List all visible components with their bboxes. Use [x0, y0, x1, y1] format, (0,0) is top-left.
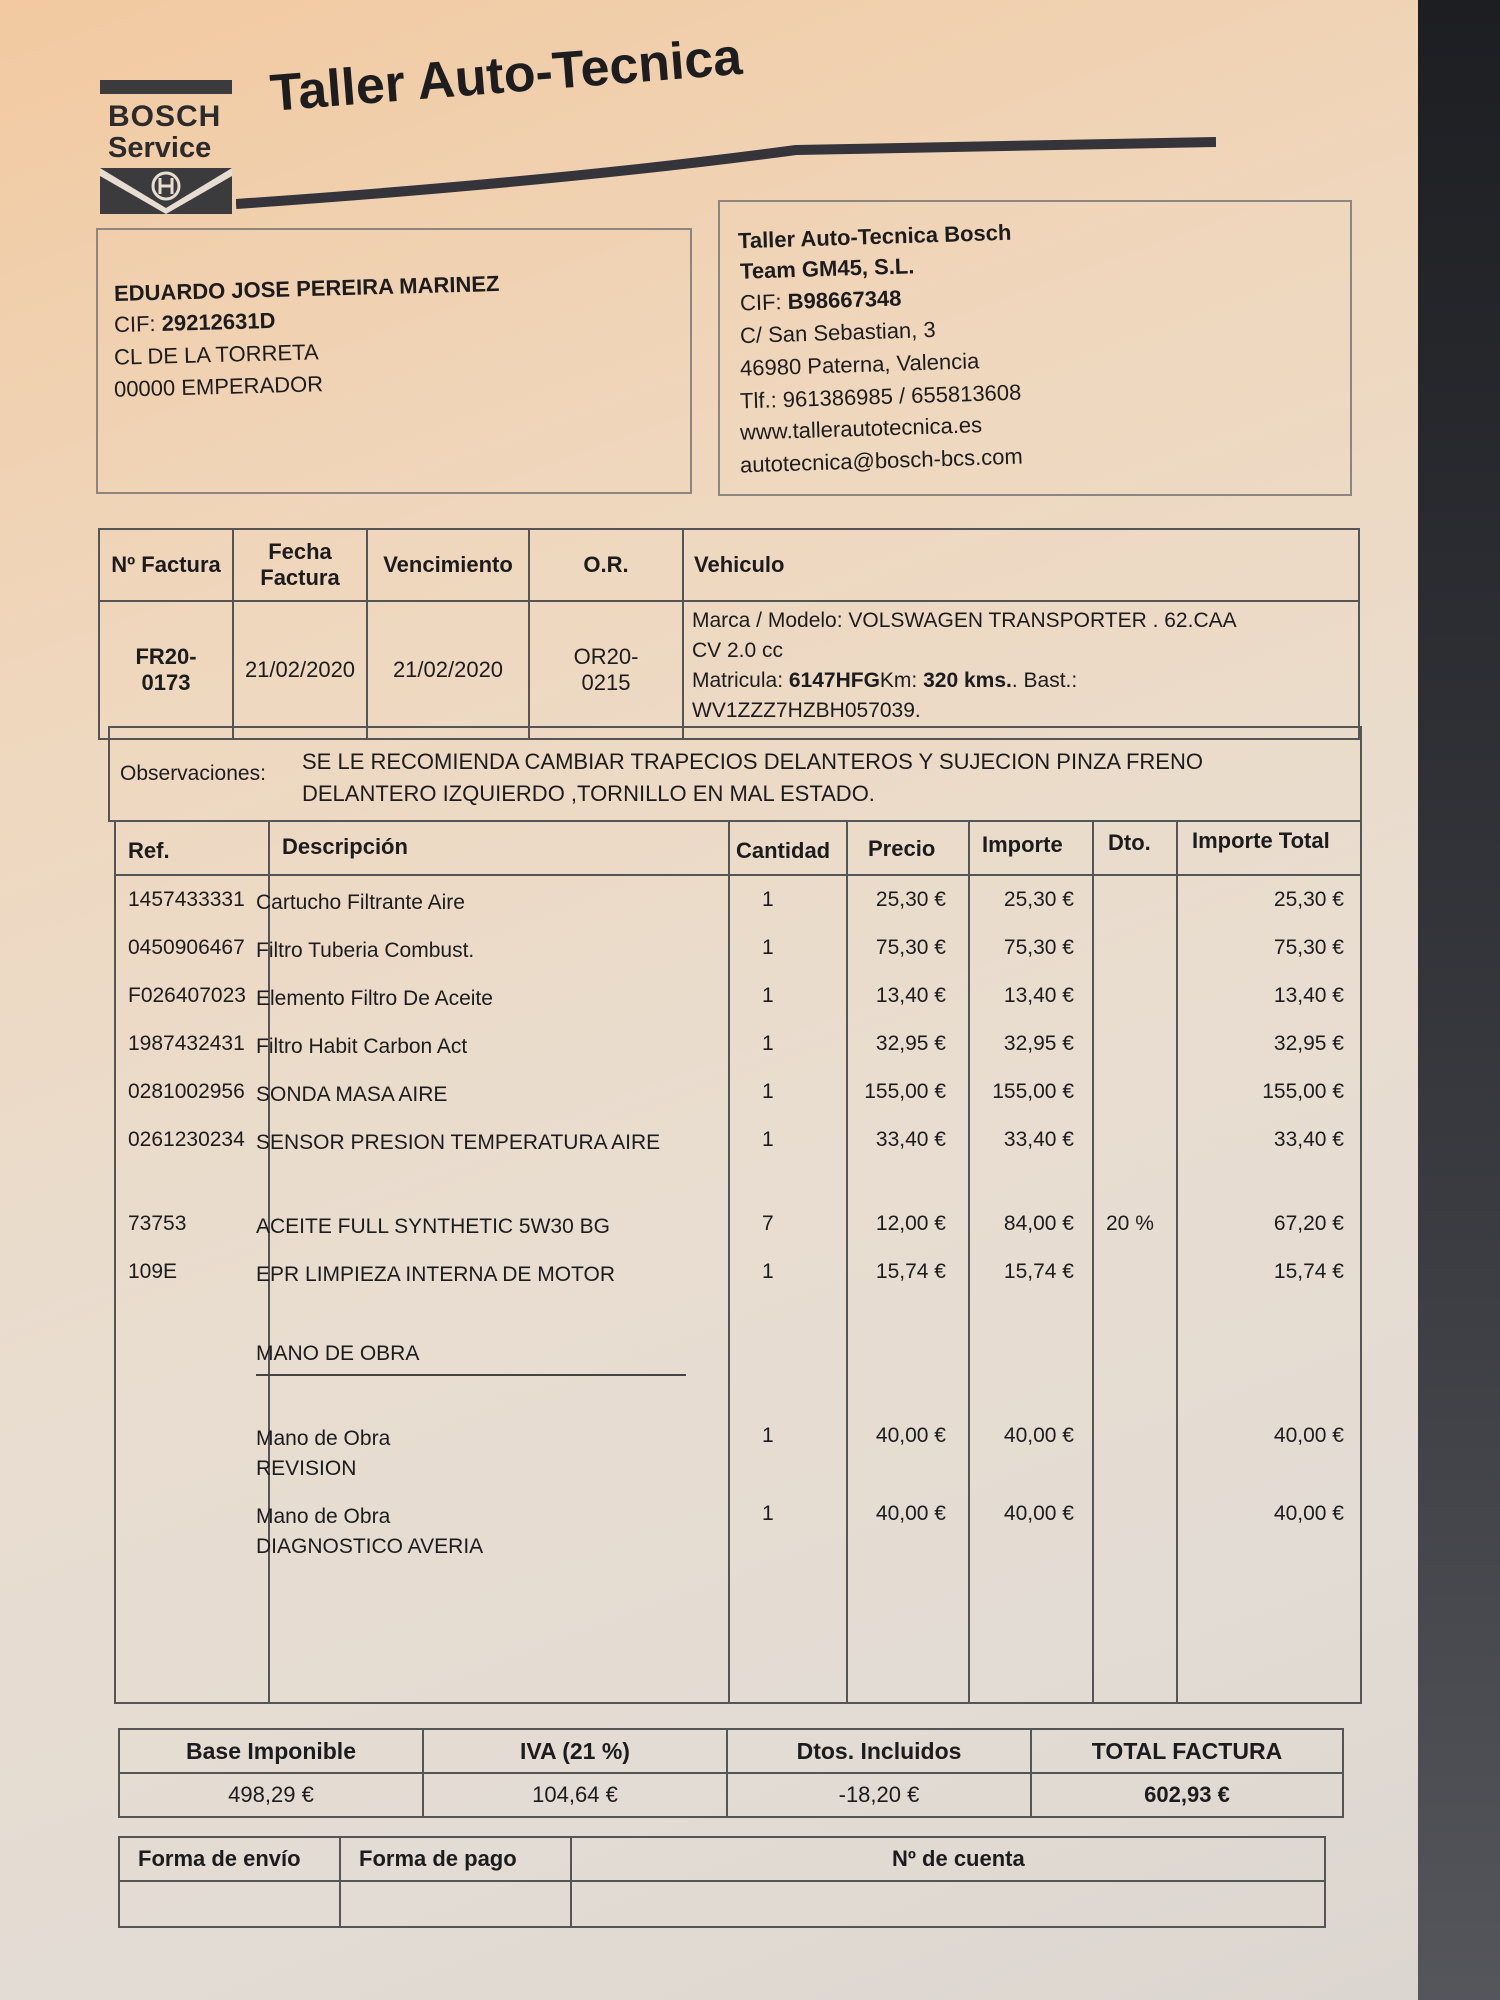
item-importe: 155,00 €	[992, 1080, 1074, 1103]
item-importe: 84,00 €	[1003, 1212, 1074, 1235]
labor-qty: 1	[762, 1424, 774, 1447]
item-total: 33,40 €	[1273, 1128, 1344, 1151]
logo-brand: BOSCH	[108, 100, 222, 133]
item-ref: 109E	[128, 1260, 178, 1283]
totals-total-label: TOTAL FACTURA	[1031, 1729, 1343, 1773]
observations-label: Observaciones:	[120, 762, 266, 785]
client-cif-label: CIF:	[113, 311, 156, 338]
item-total: 13,40 €	[1273, 984, 1344, 1007]
vehicle-vin: WV1ZZZ7HZBH057039.	[692, 699, 921, 722]
item-precio: 15,74 €	[875, 1260, 946, 1283]
vehicle-model-value: VOLSWAGEN TRANSPORTER . 62.CAA	[848, 609, 1237, 632]
item-desc: EPR LIMPIEZA INTERNA DE MOTOR	[256, 1263, 616, 1286]
shop-web[interactable]: www.tallerautotecnica.es	[739, 412, 983, 445]
shop-address-box	[718, 200, 1352, 496]
vehicle-cc: CV 2.0 cc	[692, 639, 784, 662]
item-precio: 12,00 €	[875, 1212, 946, 1235]
labor-total: 40,00 €	[1273, 1424, 1344, 1447]
shop-cif-label: CIF:	[739, 289, 782, 316]
payment-shipping-value	[119, 1881, 340, 1927]
shop-email[interactable]: autotecnica@bosch-bcs.com	[739, 443, 1024, 478]
labor-qty: 1	[762, 1502, 774, 1525]
payment-account-label: Nº de cuenta	[571, 1837, 1325, 1881]
labor-desc	[256, 1424, 676, 1484]
client-cif	[114, 308, 276, 338]
item-precio: 75,30 €	[875, 936, 946, 959]
item-qty: 1	[762, 984, 774, 1007]
labor-desc-line2: DIAGNOSTICO AVERIA	[256, 1535, 484, 1558]
shop-city: 46980 Paterna, Valencia	[739, 348, 980, 381]
item-ref: 1987432431	[128, 1032, 245, 1055]
item-total: 155,00 €	[1262, 1080, 1344, 1103]
labor-importe: 40,00 €	[1003, 1502, 1074, 1525]
labor-desc-line1: Mano de Obra	[256, 1505, 391, 1528]
shop-address: C/ San Sebastian, 3	[739, 316, 937, 349]
client-address-box	[96, 228, 692, 494]
item-qty: 1	[762, 1260, 774, 1283]
item-importe: 13,40 €	[1003, 984, 1074, 1007]
client-cif-value: 29212631D	[161, 307, 276, 336]
item-desc: ACEITE FULL SYNTHETIC 5W30 BG	[256, 1215, 610, 1238]
item-desc: SENSOR PRESION TEMPERATURA AIRE	[256, 1131, 661, 1154]
shop-cif-value: B98667348	[787, 285, 902, 315]
item-ref: F026407023	[128, 984, 246, 1007]
invoice-number-line2: 0173	[141, 670, 191, 695]
header-vehiculo: Vehiculo	[683, 529, 1359, 601]
vehicle-vin-label: . Bast.:	[1011, 669, 1078, 692]
items-header-total: Importe Total	[1192, 828, 1330, 853]
vehicle-model-label: Marca / Modelo:	[692, 609, 843, 632]
labor-desc-line1: Mano de Obra	[256, 1427, 391, 1450]
item-total: 75,30 €	[1273, 936, 1344, 959]
labor-desc-line2: REVISION	[256, 1457, 357, 1480]
item-importe: 32,95 €	[1003, 1032, 1074, 1055]
payment-method-label: Forma de pago	[340, 1837, 571, 1881]
items-header-dto: Dto.	[1108, 830, 1151, 855]
invoice-meta-table	[98, 528, 1360, 740]
item-qty: 1	[762, 1032, 774, 1055]
invoice-number	[99, 601, 233, 739]
labor-importe: 40,00 €	[1003, 1424, 1074, 1447]
observations-text: SE LE RECOMIENDA CAMBIAR TRAPECIOS DELANTEROS Y SUJECION PINZA FRENO DELANTERO IZQUIERDO ,TORNILLO EN MAL ESTADO.	[302, 749, 1203, 806]
item-importe: 25,30 €	[1003, 888, 1074, 911]
client-address: CL DE LA TORRETA	[113, 339, 319, 370]
totals-base-value: 498,29 €	[119, 1773, 423, 1817]
payment-shipping-label: Forma de envío	[119, 1837, 340, 1881]
item-importe: 33,40 €	[1003, 1128, 1074, 1151]
vehicle-km-label: Km:	[879, 669, 918, 692]
bosch-armature-icon	[100, 168, 232, 214]
shop-name: Taller Auto-Tecnica Bosch	[737, 219, 1012, 254]
background-surface	[1418, 0, 1500, 2000]
labor-section-title: MANO DE OBRA	[256, 1342, 686, 1376]
labor-total: 40,00 €	[1273, 1502, 1344, 1525]
item-desc: SONDA MASA AIRE	[256, 1083, 448, 1106]
totals-dtos-label: Dtos. Incluidos	[727, 1729, 1031, 1773]
items-header-qty: Cantidad	[736, 838, 831, 863]
shop-cif	[740, 285, 902, 316]
totals-total-value: 602,93 €	[1031, 1773, 1343, 1817]
header-vencimiento: Vencimiento	[367, 529, 529, 601]
item-dto: 20 %	[1106, 1212, 1154, 1235]
item-precio: 33,40 €	[875, 1128, 946, 1151]
item-desc: Elemento Filtro De Aceite	[256, 987, 493, 1010]
totals-iva-label: IVA (21 %)	[423, 1729, 727, 1773]
item-total: 25,30 €	[1273, 888, 1344, 911]
vehicle-details	[683, 601, 1359, 739]
items-table	[114, 820, 1362, 1704]
header-or: O.R.	[529, 529, 683, 601]
vehicle-plate-km	[692, 666, 1350, 696]
items-header-importe: Importe	[982, 832, 1063, 857]
vehicle-plate-label: Matricula:	[692, 669, 784, 692]
shop-company: Team GM45, S.L.	[739, 253, 915, 284]
item-desc: Filtro Tuberia Combust.	[256, 939, 475, 962]
payment-account-value	[571, 1881, 1325, 1927]
item-precio: 32,95 €	[875, 1032, 946, 1055]
observations-box	[108, 726, 1362, 822]
item-total: 32,95 €	[1273, 1032, 1344, 1055]
totals-base-label: Base Imponible	[119, 1729, 423, 1773]
invoice-or-line1: OR20-	[573, 644, 639, 669]
vehicle-model	[692, 606, 1350, 636]
shop-phone: Tlf.: 961386985 / 655813608	[739, 379, 1022, 414]
item-precio: 25,30 €	[875, 888, 946, 911]
item-qty: 1	[762, 1080, 774, 1103]
item-qty: 7	[762, 1212, 774, 1235]
item-total: 67,20 €	[1273, 1212, 1344, 1235]
vehicle-km-value: 320 kms.	[923, 669, 1012, 692]
invoice-due-date: 21/02/2020	[367, 601, 529, 739]
logo-top-bar	[100, 80, 232, 94]
invoice-date: 21/02/2020	[233, 601, 367, 739]
item-importe: 15,74 €	[1003, 1260, 1074, 1283]
header-fecha-line1: Fecha	[268, 539, 332, 564]
item-desc: Filtro Habit Carbon Act	[256, 1035, 468, 1058]
labor-precio: 40,00 €	[875, 1424, 946, 1447]
client-city: 00000 EMPERADOR	[113, 371, 324, 402]
item-importe: 75,30 €	[1003, 936, 1074, 959]
column-divider	[1092, 822, 1094, 1702]
vehicle-plate-value: 6147HFG	[788, 669, 880, 692]
items-header-row	[116, 822, 1360, 876]
item-total: 15,74 €	[1273, 1260, 1344, 1283]
logo-subtitle: Service	[108, 132, 212, 164]
item-precio: 13,40 €	[875, 984, 946, 1007]
header-fecha-line2: Factura	[260, 565, 340, 590]
item-ref: 0450906467	[128, 936, 245, 959]
item-ref: 73753	[128, 1212, 187, 1235]
items-header-precio: Precio	[868, 836, 936, 861]
item-qty: 1	[762, 1128, 774, 1151]
bosch-service-logo	[100, 80, 232, 212]
item-qty: 1	[762, 888, 774, 911]
totals-iva-value: 104,64 €	[423, 1773, 727, 1817]
labor-precio: 40,00 €	[875, 1502, 946, 1525]
shop-title: Taller Auto-Tecnica	[268, 27, 745, 123]
items-header-desc: Descripción	[282, 834, 408, 859]
header-fecha	[233, 529, 367, 601]
header-numero: Nº Factura	[99, 529, 233, 601]
items-header-ref: Ref.	[128, 838, 170, 863]
item-ref: 0261230234	[128, 1128, 245, 1151]
item-desc: Cartucho Filtrante Aire	[256, 891, 465, 914]
invoice-or-line2: 0215	[581, 670, 631, 695]
invoice-number-line1: FR20-	[135, 644, 197, 669]
item-precio: 155,00 €	[864, 1080, 946, 1103]
item-ref: 1457433331	[128, 888, 245, 911]
item-qty: 1	[762, 936, 774, 959]
item-ref: 0281002956	[128, 1080, 245, 1103]
column-divider	[728, 822, 730, 1702]
labor-desc	[256, 1502, 676, 1562]
invoice-or	[529, 601, 683, 739]
totals-table	[118, 1728, 1344, 1818]
client-name: EDUARDO JOSE PEREIRA MARINEZ	[113, 270, 500, 307]
totals-dtos-value: -18,20 €	[727, 1773, 1031, 1817]
payment-table	[118, 1836, 1326, 1928]
payment-method-value	[340, 1881, 571, 1927]
